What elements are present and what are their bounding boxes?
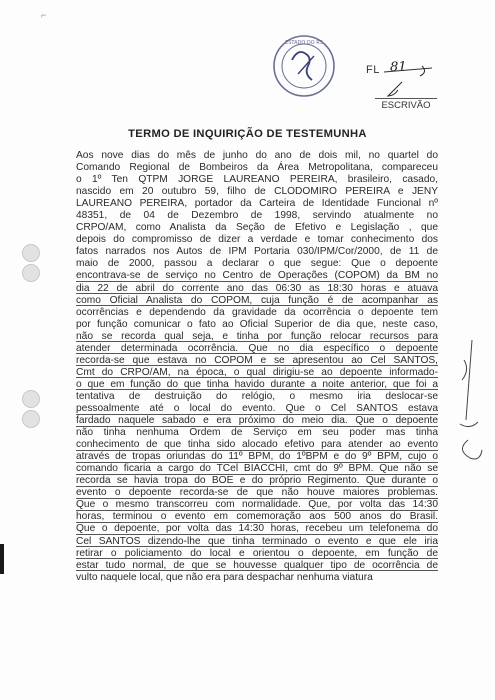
text-line: LAUREANO PEREIRA, portador da Carteira de Identidade Funcional nº bbox=[76, 198, 438, 210]
text-line: ocorrências e dependendo da gravidade da ocorrência o depoente tem bbox=[76, 306, 438, 318]
text-line: nascido em 20 outubro 59, filho de CLODOMIRO PEREIRA e JENY bbox=[76, 186, 438, 198]
text-line: maio de 2000, passou a declarar o que segue: Que o depoente bbox=[76, 258, 438, 270]
text-line-underlined: não se recorda qual seja, e tinha por função relocar recursos para bbox=[76, 330, 438, 342]
text-line-underlined: evento o depoente recorda-se de que não houve maiores problemas. bbox=[76, 487, 438, 499]
text-line: 48351, de 04 de Dezembro de 1998, servindo atualmente no bbox=[76, 210, 438, 222]
text-line-underlined: Cel SANTOS dizendo-lhe que tinha terminado o evento e que ele iria bbox=[76, 535, 438, 547]
text-line-underlined: encontrava-se de serviço no Centro de Operações (COPOM) da BM no bbox=[76, 270, 438, 282]
text-line-underlined: horas, terminou o evento em comemoração aos 500 anos do Brasil. bbox=[76, 511, 438, 523]
text-line: fatos narrados nos Autos de IPM Portaria 030/IPM/Cor/2000, de 11 de bbox=[76, 246, 438, 258]
svg-text:ESTADO DO RS: ESTADO DO RS bbox=[285, 40, 323, 46]
escrivao-signature bbox=[382, 62, 442, 102]
text-line: vulto naquele local, que não era para despachar nenhuma viatura bbox=[76, 571, 373, 583]
punch-hole bbox=[22, 410, 40, 428]
official-seal-stamp bbox=[268, 30, 340, 102]
folio-number: 81 bbox=[390, 60, 407, 75]
text-line-underlined: Que o depoente, por volta das 14:30 horas, recebeu um telefonema do bbox=[76, 523, 438, 535]
text-line-underlined: como Oficial Analista do COPOM, cuja função é de acompanhar as bbox=[76, 294, 438, 306]
text-line-underlined: conhecimento de que tinha sido alocado efetivo para atender ao evento bbox=[76, 439, 438, 451]
text-line: por função comunicar o fato ao Oficial Superior de dia que, neste caso, bbox=[76, 318, 438, 330]
text-line: tentativa de destruição do relógio, o mesmo iria deslocar-se bbox=[76, 390, 438, 402]
text-line-underlined: fardado naquele sabado e era próximo do meio dia. Que o depoente bbox=[76, 415, 438, 427]
text-line-underlined: dia 22 de abril do corrente ano das 06:30 as 18:30 horas e atuava bbox=[76, 282, 438, 294]
folio-label: FL bbox=[366, 64, 380, 76]
text-line-underlined: recorda-se que estava no COPOM e se apresentou ao Cel SANTOS, bbox=[76, 354, 438, 366]
text-line-underlined: pessoalmente até o local do evento. Que o Cel SANTOS estava bbox=[76, 402, 438, 414]
text-line-underlined: estar tudo normal, de que se houvesse qualquer tipo de ocorrência de bbox=[76, 559, 438, 571]
text-line: depois do compromisso de dizer a verdade e tomar conhecimento dos bbox=[76, 234, 438, 246]
punch-hole bbox=[22, 390, 40, 408]
scan-edge-mark bbox=[0, 544, 4, 574]
scan-mark: ⌐ bbox=[41, 10, 47, 20]
text-line: Comando Regional de Bombeiros da Área Metropolitana, compareceu bbox=[76, 162, 438, 174]
text-line: o 1º Ten QTPM JORGE LAUREANO PEREIRA, brasileiro, casado, bbox=[76, 174, 438, 186]
text-line-underlined: recorda se havia tropa do BOE e do próprio Regimento. Que durante o bbox=[76, 475, 438, 487]
margin-signature bbox=[448, 330, 488, 470]
text-line: Aos nove dias do mês de junho do ano de dois mil, no quartel do bbox=[76, 150, 438, 161]
testimony-text bbox=[76, 150, 438, 584]
punch-hole bbox=[22, 244, 40, 262]
document-title: TERMO DE INQUIRIÇÃO DE TESTEMUNHA bbox=[128, 128, 367, 140]
text-line-underlined: atender determinada ocorrência. Que no dia específico o depoente bbox=[76, 342, 438, 354]
punch-hole bbox=[22, 264, 40, 282]
text-line-underlined: Que o mesmo transcorreu com normalidade. Que, por volta das 14:30 bbox=[76, 499, 438, 511]
text-line-underlined: através de tropas oriundas do 11º BPM, do 1ºBPM e do 9º BPM, cujo o bbox=[76, 451, 438, 463]
escrivao-label: ESCRIVÃO bbox=[375, 98, 437, 111]
text-line-underlined: retirar o policiamento do local e orientou o depoente, em função de bbox=[76, 547, 438, 559]
text-line-underlined: o que em função do que tinha havido durante a noite anterior, que foi a bbox=[76, 378, 438, 390]
text-line-underlined: comando ficaria a cargo do TCel BIACCHI, cmt do 9º BPM. Que não se bbox=[76, 463, 438, 475]
text-line: não tinha nenhuma Ordem de Serviço em seu poder mas tinha bbox=[76, 427, 438, 439]
text-line: CRPO/AM, como Analista da Seção de Efetivo e Legislação , que bbox=[76, 222, 438, 234]
text-line-underlined: Cmt do CRPO/AM, na época, o qual dirigiu-se ao depoente informado- bbox=[76, 366, 438, 378]
